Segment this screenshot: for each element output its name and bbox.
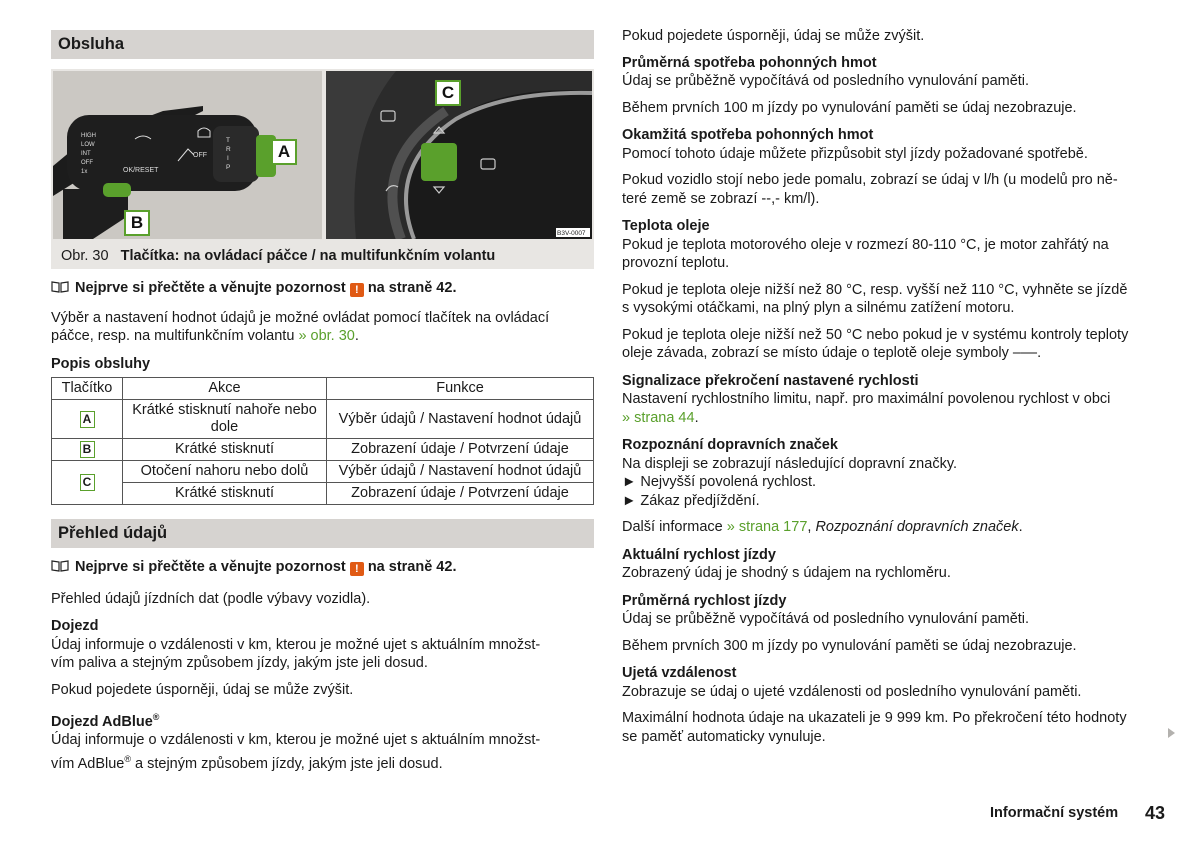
lever-text-off2: OFF: [193, 152, 207, 159]
table-header: Funkce: [327, 378, 594, 400]
dojezd-line-1: Údaj informuje o vzdálenosti v km, kterou je možné ujet s aktuálním množst-: [51, 636, 541, 653]
table-cell-key: [52, 439, 123, 461]
warning-icon: !: [350, 562, 364, 576]
figure-code: B3V-0007: [557, 230, 586, 237]
table-cell-function: Zobrazení údaje / Potvrzení údaje: [327, 483, 594, 505]
table-cell-function: Výběr údajů / Nastavení hodnot údajů: [327, 400, 594, 439]
figure-30: [51, 69, 594, 243]
table-row: [52, 461, 594, 483]
callout-c: C: [435, 80, 461, 106]
signs-item: [622, 492, 1152, 511]
table-header: Akce: [123, 378, 327, 400]
footer-section-name: Informační systém: [990, 805, 1119, 821]
avg-speed-text: Údaj se průběžně vypočítává od posledního vynulování paměti.: [622, 611, 1030, 627]
overview-text: Přehled údajů jízdních dat (podle výbavy vozidla).: [51, 590, 371, 607]
callout-b: B: [124, 210, 150, 236]
intro-paragraph: [51, 309, 594, 346]
lever-text-1x: 1x: [81, 169, 88, 175]
trip-letter-i: I: [227, 155, 229, 162]
intro-text: Výběr a nastavení hodnot údajů je možné ovládat pomocí tlačítek na ovládací páčce, resp. na multifunkčním volantu: [51, 309, 550, 344]
warning-note-2-suffix: na straně 42.: [367, 559, 457, 575]
inst-fuel-title: Okamžitá spotřeba pohonných hmot: [622, 127, 874, 143]
intro-end: .: [354, 328, 359, 344]
signs-text: Na displeji se zobrazují následující dopravní značky.: [622, 455, 958, 472]
link-obr-30[interactable]: » obr. 30: [298, 328, 355, 344]
speed-warning-link-line: [622, 409, 1152, 428]
speed-warning-end: .: [694, 409, 699, 426]
cur-speed-title: Aktuální rychlost jízdy: [622, 546, 776, 563]
avg-speed-title: Průměrná rychlost jízdy: [622, 592, 787, 609]
table-cell-function: Výběr údajů / Nastavení hodnot údajů: [327, 461, 594, 483]
speed-warning-text: Nastavení rychlostního limitu, např. pro maximální povolenou rychlost v obci: [622, 391, 1111, 407]
caption-number: Obr. 30: [61, 248, 109, 264]
warning-note-2: [51, 558, 594, 577]
roller-button-c-highlight: [421, 143, 457, 181]
signs-item-text: Nejvyšší povolená rychlost.: [640, 474, 817, 490]
controls-table: [51, 377, 594, 505]
continue-arrow-icon: [1168, 728, 1175, 738]
trip-letter-t: T: [226, 137, 230, 144]
table-cell-action: Otočení nahoru nebo dolů: [123, 461, 327, 483]
oil-title: Teplota oleje: [622, 218, 710, 234]
warning-note-1: [51, 279, 594, 298]
bullet-arrow-icon: ►: [622, 492, 637, 509]
warning-icon: !: [350, 283, 364, 297]
inst-fuel-text: Pomocí tohoto údaje můžete přizpůsobit styl jízdy požadované spotřebě.: [622, 145, 1088, 162]
table-cell-action: Krátké stisknutí: [123, 483, 327, 505]
table-cell-action: Krátké stisknutí nahoře nebo dole: [123, 400, 327, 439]
dojezd-title: Dojezd: [51, 618, 99, 634]
oil-paragraph-3-line-2: oleje závada, zobrazí se místo údaje o teplotě oleje symboly –––.: [622, 345, 1042, 361]
table-row: [52, 483, 594, 505]
distance-title: Ujetá vzdálenost: [622, 665, 737, 681]
table-row: [52, 400, 594, 439]
warning-note-1-text: Nejprve si přečtěte a věnujte pozornost: [75, 280, 346, 296]
inst-fuel-paragraph-2-line-1: Pokud vozidlo stojí nebo jede pomalu, zobrazí se údaj v l/h (u modelů pro ně-: [622, 172, 1118, 188]
signs-more-info: Další informace » strana 177, Rozpoznání dopravních značek.: [622, 519, 1023, 535]
adblue-line-2: [51, 750, 594, 773]
table-row: [52, 439, 594, 461]
oil-paragraph-2-line-1: Pokud je teplota oleje nižší než 80 °C, resp. vyšší než 110 °C, vyhněte se jízdě: [622, 281, 1128, 298]
avg-fuel-paragraph-2: Během prvních 100 m jízdy po vynulování paměti se údaj nezobrazuje.: [622, 99, 1077, 116]
signs-title: Rozpoznání dopravních značek: [622, 437, 838, 453]
table-cell-function: Zobrazení údaje / Potvrzení údaje: [327, 439, 594, 461]
avg-speed-paragraph-2: Během prvních 300 m jízdy po vynulování paměti se údaj nezobrazuje.: [622, 637, 1077, 654]
figure-caption: [51, 243, 594, 269]
speed-warning-title: Signalizace překročení nastavené rychlosti: [622, 372, 919, 389]
lever-text-off: OFF: [81, 160, 93, 166]
key-c: C: [80, 474, 95, 491]
table-title: Popis obsluhy: [51, 355, 151, 372]
lever-image: [53, 71, 322, 239]
left-column: [51, 0, 594, 773]
dojezd-line-2: vím paliva a stejným způsobem jízdy, jakým jste jeli dosud.: [51, 655, 428, 671]
warning-note-2-text: Nejprve si přečtěte a věnujte pozornost: [75, 559, 346, 575]
oil-text-line-2: provozní teplotu.: [622, 255, 730, 271]
trip-letter-p: P: [226, 164, 231, 171]
oil-paragraph-2-line-2: s vysokými otáčkami, na plný plyn a silnému zatížení motoru.: [622, 300, 1015, 316]
dojezd-paragraph-2: Pokud pojedete úsporněji, údaj se může zvýšit.: [51, 681, 354, 698]
link-strana-44[interactable]: » strana 44: [622, 409, 695, 426]
page-number: 43: [1145, 803, 1166, 823]
economy-note: Pokud pojedete úsporněji, údaj se může zvýšit.: [622, 28, 925, 44]
section-title-prehled: Přehled údajů: [51, 519, 594, 548]
distance-paragraph-2-line-2: se paměť automaticky vynuluje.: [622, 728, 826, 745]
inst-fuel-paragraph-2-line-2: teré země se zobrazí --,- km/l).: [622, 190, 820, 207]
right-column: [622, 27, 1152, 746]
book-icon: [51, 281, 69, 293]
lever-text-int: INT: [81, 151, 91, 157]
key-b: B: [80, 441, 95, 458]
lever-text-ok-reset: OK/RESET: [123, 167, 159, 174]
table-cell-action: Krátké stisknutí: [123, 439, 327, 461]
oil-paragraph-3-line-1: Pokud je teplota oleje nižší než 50 °C nebo pokud je v systému kontroly teploty: [622, 326, 1129, 343]
distance-text: Zobrazuje se údaj o ujeté vzdálenosti od posledního vynulování paměti.: [622, 683, 1082, 700]
caption-text: Tlačítka: na ovládací páčce / na multifunkčním volantu: [120, 248, 496, 264]
avg-fuel-text: Údaj se průběžně vypočítává od posledního vynulování paměti.: [622, 73, 1030, 89]
trip-letter-r: R: [226, 146, 231, 153]
table-cell-key: [52, 400, 123, 439]
steering-wheel-image: [326, 71, 592, 239]
table-header-row: [52, 378, 594, 400]
distance-paragraph-2-line-1: Maximální hodnota údaje na ukazateli je 9 999 km. Po překročení této hodnoty: [622, 710, 1127, 726]
lever-text-low: LOW: [81, 142, 95, 148]
lever-button-b-highlight: [103, 183, 131, 197]
signs-item: [622, 473, 1152, 492]
key-a: A: [80, 411, 95, 428]
book-icon: [51, 560, 69, 572]
signs-reference-title: Rozpoznání dopravních značek: [815, 519, 1019, 535]
adblue-line-1: Údaj informuje o vzdálenosti v km, kterou je možné ujet s aktuálním množst-: [51, 732, 541, 749]
adblue-title: [51, 708, 594, 731]
oil-text-line-1: Pokud je teplota motorového oleje v rozmezí 80-110 °C, je motor zahřátý na: [622, 236, 1109, 253]
lever-text-high: HIGH: [81, 133, 96, 139]
adblue-line-2b: a stejným způsobem jízdy, jakým jste jeli dosud.: [130, 755, 443, 772]
bullet-arrow-icon: ►: [622, 474, 637, 490]
callout-a: A: [271, 139, 297, 165]
table-cell-key: [52, 461, 123, 505]
table-header: Tlačítko: [52, 378, 123, 400]
adblue-line-2a: vím AdBlue: [51, 755, 125, 772]
section-title-obsluha: Obsluha: [51, 30, 594, 59]
cur-speed-text: Zobrazený údaj je shodný s údajem na rychloměru.: [622, 565, 951, 581]
warning-note-1-suffix: na straně 42.: [367, 280, 457, 296]
avg-fuel-title: Průměrná spotřeba pohonných hmot: [622, 54, 877, 71]
signs-item-text: Zákaz předjíždění.: [640, 492, 760, 509]
registered-mark: ®: [152, 712, 160, 722]
signs-more-text: Další informace: [622, 519, 723, 535]
adblue-title-text: Dojezd AdBlue: [51, 713, 153, 730]
link-strana-177[interactable]: » strana 177: [726, 519, 808, 535]
registered-mark: ®: [124, 753, 131, 764]
